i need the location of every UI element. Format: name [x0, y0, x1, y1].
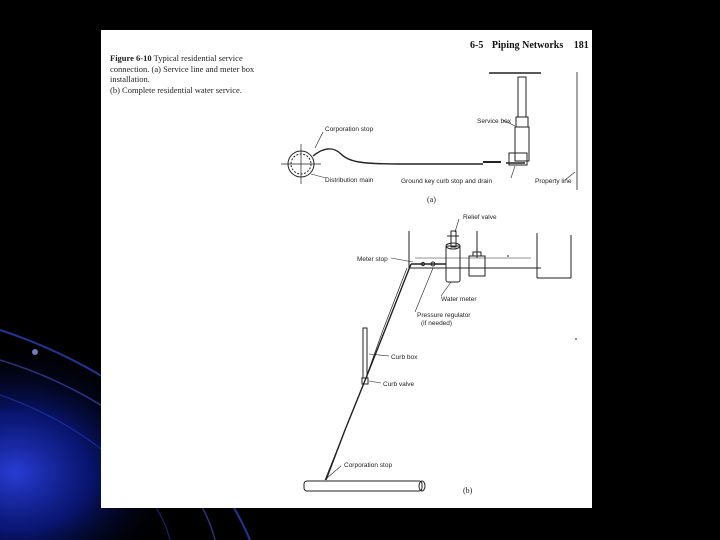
curb-box: [363, 328, 367, 378]
label-property-line: Property line: [535, 178, 572, 185]
street-main-pipe: [304, 481, 425, 491]
panel-label-b: (b): [463, 486, 473, 495]
page-number: 181: [573, 40, 589, 51]
panel-label-a: (a): [427, 195, 436, 204]
label-corporation-stop-a: Corporation stop: [325, 126, 374, 133]
label-curb-valve: Curb valve: [383, 381, 415, 388]
section-number: 6-5: [470, 40, 484, 51]
water-meter: [446, 243, 460, 282]
figure-label: Figure 6-10: [110, 53, 152, 63]
label-meter-stop: Meter stop: [357, 256, 388, 263]
label-ground-key-curb-stop: Ground key curb stop and drain: [401, 178, 493, 185]
distribution-main-pipe: [281, 144, 321, 184]
label-distribution-main: Distribution main: [325, 177, 374, 184]
label-relief-valve: Relief valve: [463, 214, 497, 221]
label-service-box: Service box: [477, 118, 511, 125]
section-title: Piping Networks: [491, 40, 564, 51]
label-water-meter: Water meter: [441, 296, 477, 303]
caption-line-a: Typical residential service connection. (a) Service line and meter box installation.: [110, 53, 255, 84]
caption-line-b: (b) Complete residential water service.: [110, 84, 242, 95]
textbook-page: [101, 30, 592, 508]
label-if-needed: (if needed): [421, 320, 453, 327]
label-corporation-stop-b: Corporation stop: [344, 462, 393, 469]
service-connection-diagram: [101, 30, 592, 508]
label-pressure-regulator: Pressure regulator: [417, 312, 471, 319]
label-curb-box: Curb box: [391, 354, 418, 361]
